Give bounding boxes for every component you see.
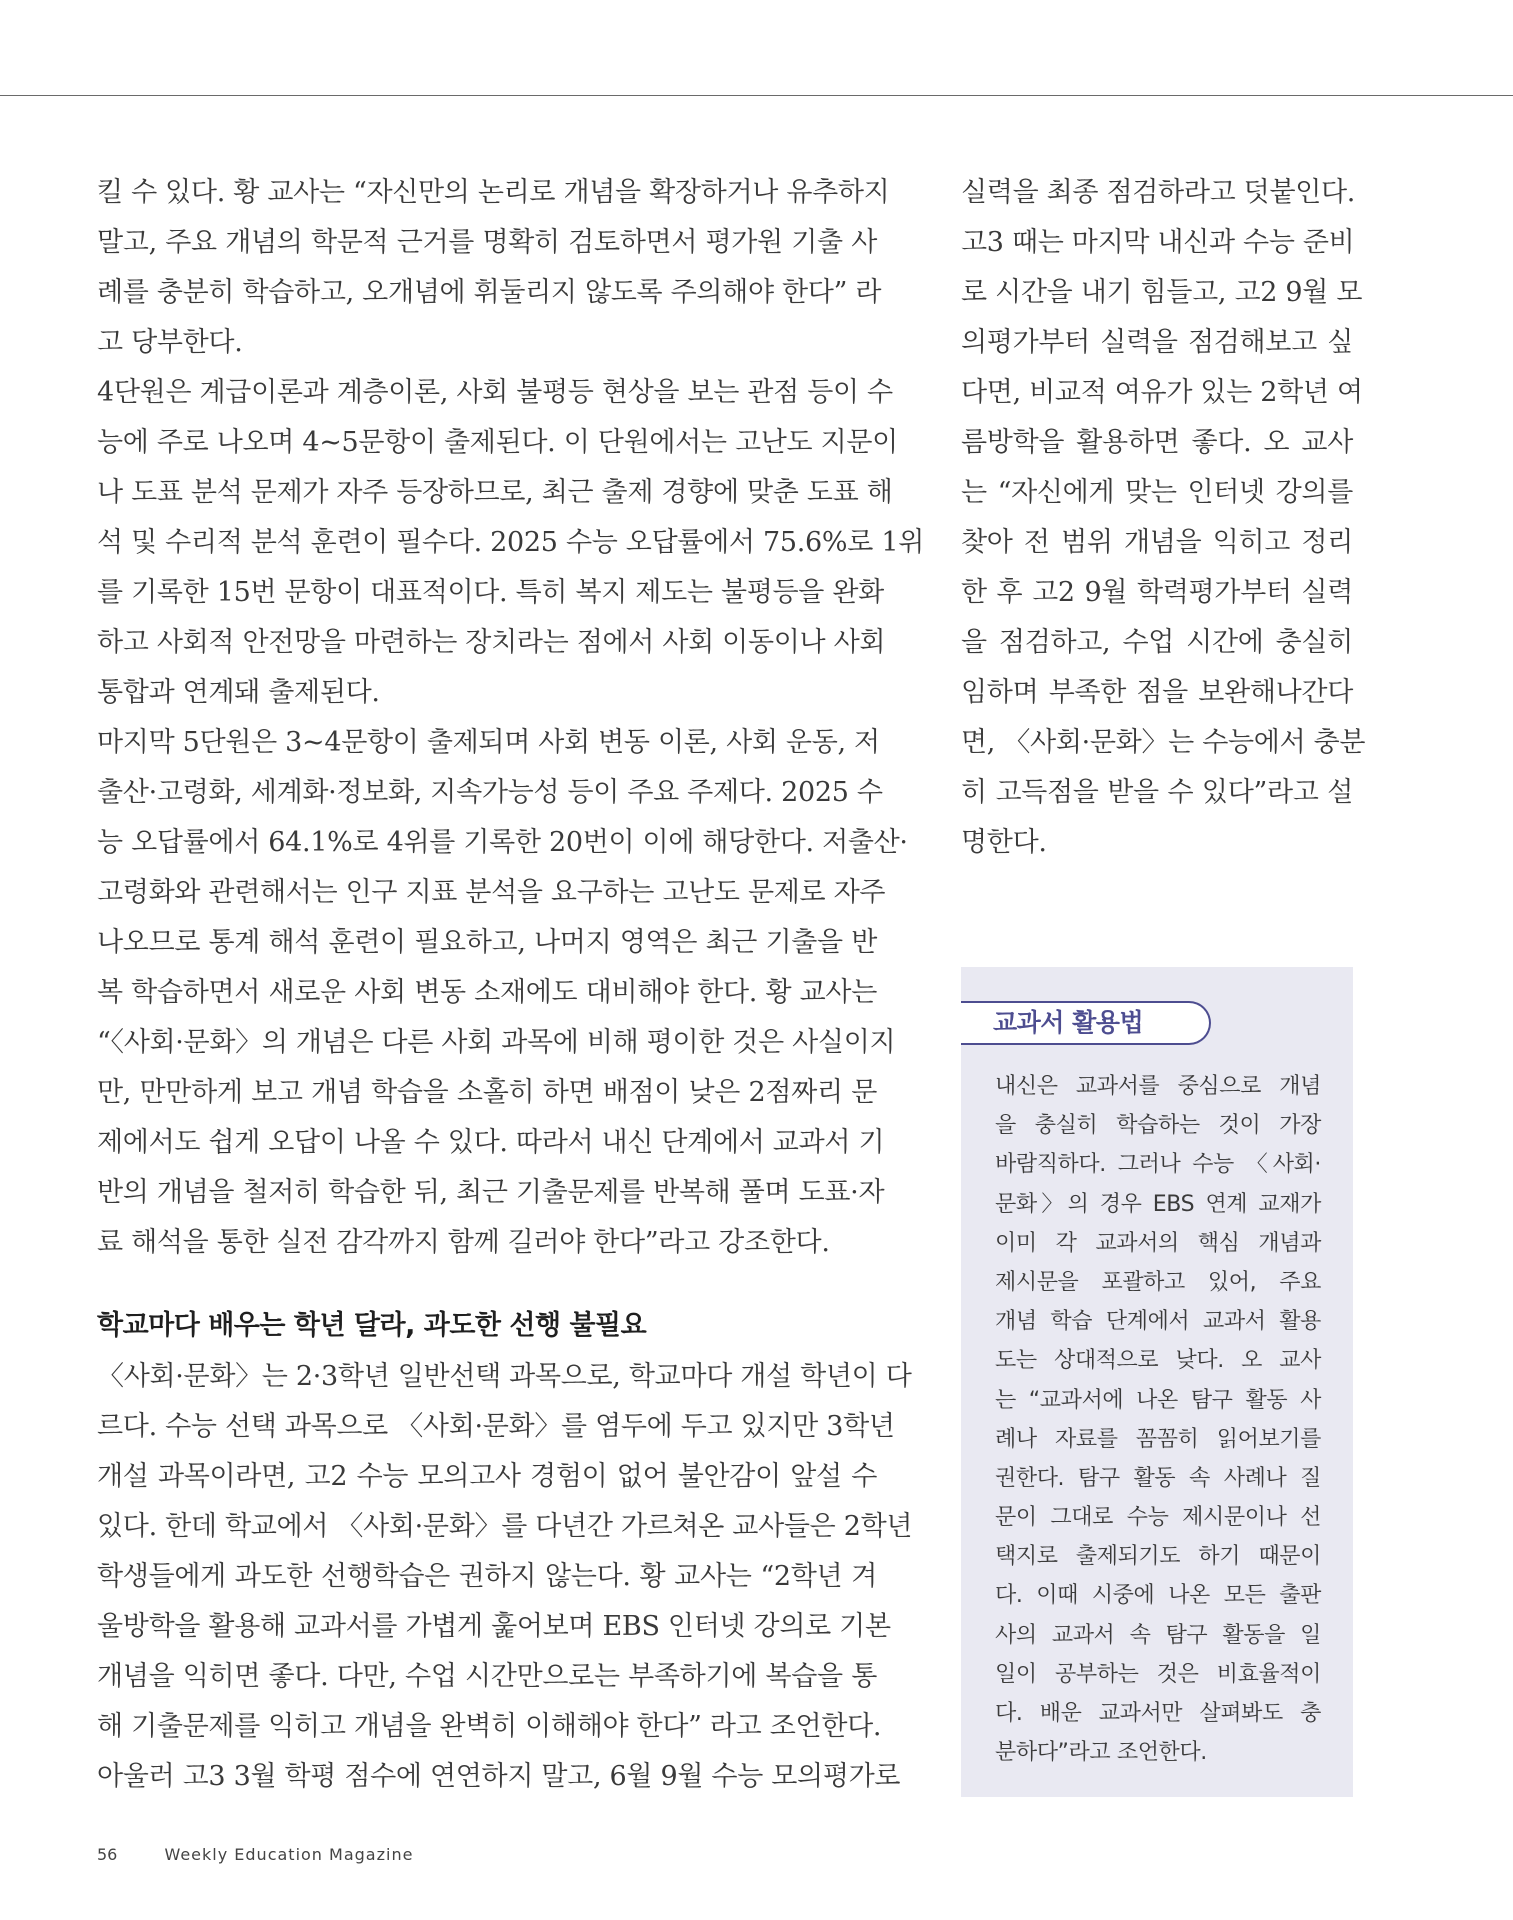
box-line: 택지로 출제되기도 하기 때문이 [995, 1544, 1321, 1570]
body-line: 능 오답률에서 64.1%로 4위를 기록한 20번이 이에 해당한다. 저출산· [97, 827, 908, 858]
side-line: 히 고득점을 받을 수 있다”라고 설 [961, 777, 1353, 808]
body-line: 하고 사회적 안전망을 마련하는 장치라는 점에서 사회 이동이나 사회 [97, 627, 886, 658]
body-line: 료 해석을 통한 실전 감각까지 함께 길러야 한다”라고 강조한다. [97, 1227, 830, 1258]
side-line: 로 시간을 내기 힘들고, 고2 9월 모 [961, 277, 1363, 308]
body-line: 복 학습하면서 새로운 사회 변동 소재에도 대비해야 한다. 황 교사는 [97, 977, 877, 1008]
box-line: 사의 교과서 속 탐구 활동을 일 [995, 1622, 1321, 1648]
body-line: 개념을 익히면 좋다. 다만, 수업 시간만으로는 부족하기에 복습을 통 [97, 1661, 877, 1692]
body-line: 해 기출문제를 익히고 개념을 완벽히 이해해야 한다” 라고 조언한다. [97, 1711, 882, 1742]
body-line: 출산·고령화, 세계화·정보화, 지속가능성 등이 주요 주제다. 2025 수 [97, 777, 883, 808]
side-line: 찾아 전 범위 개념을 익히고 정리 [961, 527, 1353, 558]
side-line: 다면, 비교적 여유가 있는 2학년 여 [961, 377, 1363, 408]
body-line: 고 당부한다. [97, 327, 243, 358]
box-line: 다. 이때 시중에 나온 모든 출판 [995, 1583, 1321, 1609]
body-line: 아울러 고3 3월 학평 점수에 연연하지 말고, 6월 9월 수능 모의평가로 [97, 1761, 901, 1792]
body-line: 능에 주로 나오며 4~5문항이 출제된다. 이 단원에서는 고난도 지문이 [97, 427, 898, 458]
side-line: 고3 때는 마지막 내신과 수능 준비 [961, 227, 1355, 258]
box-line: 문화〉의 경우 EBS 연계 교재가 [995, 1191, 1321, 1217]
body-line: 나오므로 통계 해석 훈련이 필요하고, 나머지 영역은 최근 기출을 반 [97, 927, 877, 958]
box-line: 도는 상대적으로 낮다. 오 교사 [995, 1348, 1321, 1374]
body-line: 고령화와 관련해서는 인구 지표 분석을 요구하는 고난도 문제로 자주 [97, 877, 886, 908]
textbook-tip-box [961, 967, 1353, 1797]
page-footer [97, 1845, 413, 1864]
body-line: 마지막 5단원은 3~4문항이 출제되며 사회 변동 이론, 사회 운동, 저 [97, 727, 880, 758]
box-title-tab [961, 1001, 1211, 1045]
box-line: 권한다. 탐구 활동 속 사례나 질 [995, 1465, 1321, 1491]
box-line: 내신은 교과서를 중심으로 개념 [995, 1074, 1321, 1099]
body-line: 제에서도 쉽게 오답이 나올 수 있다. 따라서 내신 단계에서 교과서 기 [97, 1127, 885, 1158]
body-line: 석 및 수리적 분석 훈련이 필수다. 2025 수능 오답률에서 75.6%로 1위 [97, 527, 924, 558]
body-line: 를 기록한 15번 문항이 대표적이다. 특히 복지 제도는 불평등을 완화 [97, 577, 884, 608]
side-column [961, 168, 1366, 868]
box-line: 문이 그대로 수능 제시문이나 선 [995, 1505, 1321, 1531]
body-line: 말고, 주요 개념의 학문적 근거를 명확히 검토하면서 평가원 기출 사 [97, 227, 877, 258]
body-line: 나 도표 분석 문제가 자주 등장하므로, 최근 출제 경향에 맞춘 도표 해 [97, 477, 893, 508]
main-column [97, 168, 924, 1802]
body-line: 개설 과목이라면, 고2 수능 모의고사 경험이 없어 불안감이 앞설 수 [97, 1461, 877, 1492]
top-rule [0, 95, 1513, 96]
body-line: “〈사회·문화〉의 개념은 다른 사회 과목에 비해 평이한 것은 사실이지 [97, 1027, 896, 1058]
body-line: 통합과 연계돼 출제된다. [97, 677, 380, 708]
box-line: 는 “교과서에 나온 탐구 활동 사 [995, 1387, 1321, 1413]
body-line: 반의 개념을 철저히 학습한 뒤, 최근 기출문제를 반복해 풀며 도표·자 [97, 1177, 885, 1208]
page-number: 56 [97, 1845, 118, 1864]
body-line: 르다. 수능 선택 과목으로 〈사회·문화〉를 염두에 두고 있지만 3학년 [97, 1411, 895, 1442]
body-line: 〈사회·문화〉는 2·3학년 일반선택 과목으로, 학교마다 개설 학년이 다 [97, 1361, 912, 1392]
body-line: 울방학을 활용해 교과서를 가볍게 훑어보며 EBS 인터넷 강의로 기본 [97, 1611, 891, 1642]
box-line: 분하다”라고 조언한다. [995, 1740, 1207, 1766]
box-text [995, 1067, 1321, 1772]
box-line: 바람직하다. 그러나 수능 〈사회· [995, 1152, 1321, 1178]
side-line: 는 “자신에게 맞는 인터넷 강의를 [961, 477, 1353, 508]
box-line: 을 충실히 학습하는 것이 가장 [995, 1113, 1321, 1139]
box-line: 다. 배운 교과서만 살펴봐도 충 [995, 1701, 1321, 1726]
side-line: 임하며 부족한 점을 보완해나간다 [961, 677, 1353, 708]
side-line: 름방학을 활용하면 좋다. 오 교사 [961, 427, 1353, 458]
body-line: 만, 만만하게 보고 개념 학습을 소홀히 하면 배점이 낮은 2점짜리 문 [97, 1077, 877, 1108]
section-heading: 학교마다 배우는 학년 달라, 과도한 선행 불필요 [97, 1310, 647, 1341]
side-line: 명한다. [961, 827, 1047, 858]
box-title: 교과서 활용법 [993, 1008, 1144, 1037]
side-line: 실력을 최종 점검하라고 덧붙인다. [961, 177, 1356, 208]
box-line: 례나 자료를 꼼꼼히 읽어보기를 [995, 1426, 1321, 1452]
body-line: 킬 수 있다. 황 교사는 “자신만의 논리로 개념을 확장하거나 유추하지 [97, 177, 890, 208]
body-line: 례를 충분히 학습하고, 오개념에 휘둘리지 않도록 주의해야 한다” 라 [97, 277, 882, 308]
magazine-name: Weekly Education Magazine [164, 1845, 414, 1864]
side-line: 한 후 고2 9월 학력평가부터 실력 [961, 577, 1353, 608]
box-line: 제시문을 포괄하고 있어, 주요 [995, 1269, 1321, 1295]
side-line: 을 점검하고, 수업 시간에 충실히 [961, 627, 1353, 658]
box-line: 이미 각 교과서의 핵심 개념과 [995, 1230, 1321, 1256]
body-line: 4단원은 계급이론과 계층이론, 사회 불평등 현상을 보는 관점 등이 수 [97, 377, 893, 408]
side-line: 의평가부터 실력을 점검해보고 싶 [961, 327, 1353, 358]
box-line: 일이 공부하는 것은 비효율적이 [995, 1661, 1321, 1687]
body-line: 학생들에게 과도한 선행학습은 권하지 않는다. 황 교사는 “2학년 겨 [97, 1561, 877, 1592]
body-line: 있다. 한데 학교에서 〈사회·문화〉를 다년간 가르쳐온 교사들은 2학년 [97, 1511, 913, 1542]
box-line: 개념 학습 단계에서 교과서 활용 [995, 1309, 1321, 1335]
side-line: 면, 〈사회·문화〉는 수능에서 충분 [961, 727, 1366, 758]
